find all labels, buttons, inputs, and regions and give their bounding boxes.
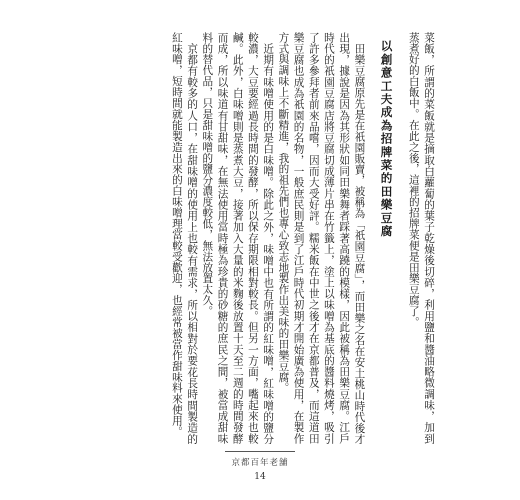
vertical-text-block (76, 32, 436, 444)
paragraph: 京都有較多的人口，在甜味噌的使用上也較有需求，所以相對於要花長時間製造的紅味噌，短時間就能製造出來的白味噌理當較受歡迎，也經常被當作甜味料來使用。 (170, 32, 199, 444)
footer-divider (225, 451, 295, 452)
paragraph: 近期有味噌使用的是白味噌。除此之外，味噌中也有所謂的紅味噌，紅味噌的鹽分較濃，大豆要經過長時間的發酵，所以保存期限相對較長。但另一方面，嘴起來也較鹹。此外，白味噌則是蒸煮大豆，接著加入大量的米麴後放置十天至二週的時間發酵而成，所以味道有甘甜味，在無法使用當時極為珍貴的砂糖的庶民之間，被當成甜味料的替代品，只是甜味噌的鹽分濃度較低，無法放置太久。 (201, 32, 275, 444)
running-footer-title: 京都百年老舖 (231, 458, 289, 468)
page-number: 14 (254, 472, 266, 482)
paragraph: 菜飯，所謂的菜飯就是摘取白蘿蔔的葉子乾燥後切碎，利用鹽和醬油略微調味，加到蒸煮好的白飯中。在此之後，這裡的招牌菜便是田樂豆腐了。 (407, 32, 435, 444)
paragraph: 田樂豆腐原先是在祇園販賣，被稱為「祇園豆腐」，而田樂之名在安土桃山時代後才出現，據說是因為其形狀如同田樂舞者踩著高蹺的模樣，因此被稱為田樂豆腐。江戶時代的祇園豆腐店將豆腐切成薄片串在竹籤上，塗上以味噌為基底的醬料燒烤，吸引了許多參拜者前來品嚐，因而大受好評。糯米飯在中世之後才在京都普及，而這道田樂豆腐也成為祇園的名物，一般庶民則是到了江戶時代初期才開始廣為使用，在製作方式與調味上不斷精進，我的祖先們也專心致志地製作出美味的田樂豆腐。 (277, 32, 366, 444)
section-heading: 以創意工夫成為招牌菜的田樂豆腐 (379, 40, 394, 238)
